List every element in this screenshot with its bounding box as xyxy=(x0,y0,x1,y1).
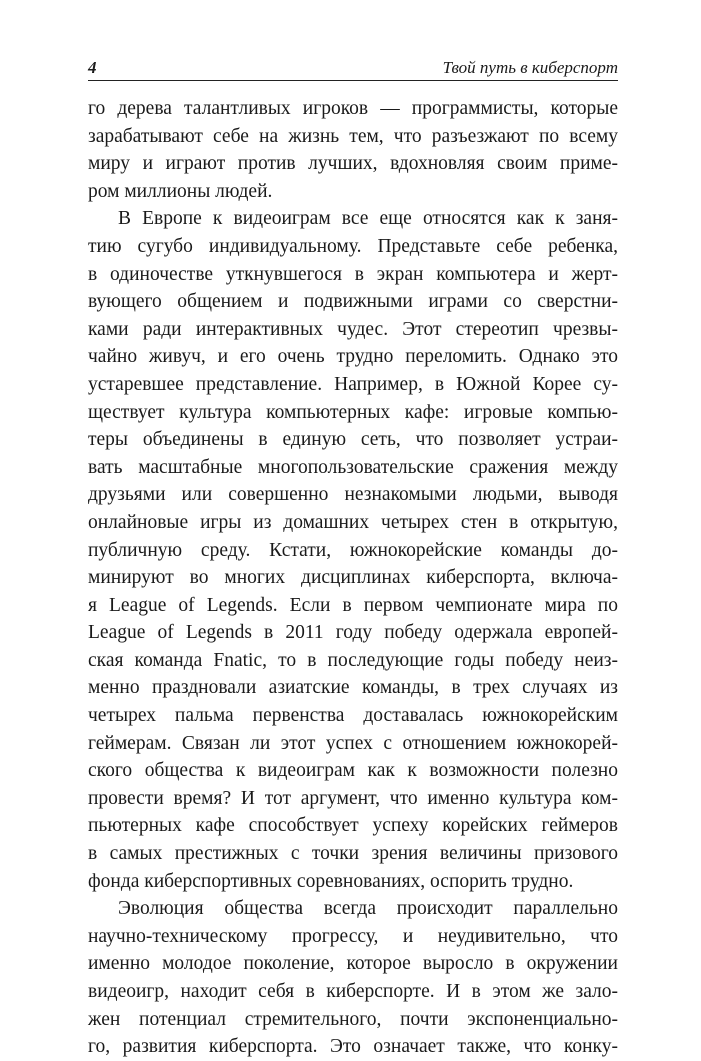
text-line: чайно живуч, и его очень трудно переломить. Однако это xyxy=(88,346,618,368)
text-line: миру и играют против лучших, вдохновляя своим приме- xyxy=(88,153,618,175)
text-line: провести время? И тот аргумент, что именно культура ком- xyxy=(88,787,618,809)
page-number: 4 xyxy=(88,58,97,77)
text-line: устаревшее представление. Например, в Южной Корее су- xyxy=(88,373,618,395)
text-line: ществует культура компьютерных кафе: игровые компью- xyxy=(88,401,618,423)
text-line: го, развития киберспорта. Это означает также, что конку- xyxy=(88,1036,618,1058)
text-line: В Европе к видеоиграм все еще относятся как к заня- xyxy=(118,208,618,230)
paragraph xyxy=(88,95,618,205)
text-line: я League of Legends. Если в первом чемпионате мира по xyxy=(88,594,618,616)
text-line: научно-техническому прогрессу, и неудивительно, что xyxy=(88,925,618,947)
running-title: Твой путь в киберспорт xyxy=(442,58,618,77)
text-line: ская команда Fnatic, то в последующие годы победу неиз- xyxy=(88,649,618,671)
text-line: League of Legends в 2011 году победу одержала европей- xyxy=(88,622,618,644)
text-line: Эволюция общества всегда происходит параллельно xyxy=(118,898,618,920)
text-line: менно праздновали азиатские команды, в трех случаях из xyxy=(88,677,618,699)
book-page xyxy=(88,56,618,1061)
text-line: жен потенциал стремительного, почти экспоненциально- xyxy=(88,1008,618,1030)
text-line: вующего общением и подвижными играми со сверстни- xyxy=(88,291,618,313)
text-line: в самых престижных с точки зрения величины призового xyxy=(88,843,618,865)
text-line: теры объединены в единую сеть, что позволяет устраи- xyxy=(88,429,618,451)
text-line: четырех пальма первенства доставалась южнокорейским xyxy=(88,705,618,727)
text-line: ками ради интерактивных чудес. Этот стереотип чрезвы- xyxy=(88,318,618,340)
text-line: друзьями или совершенно незнакомыми людьми, выводя xyxy=(88,484,618,506)
text-line: минируют во многих дисциплинах киберспорта, включа- xyxy=(88,567,618,589)
text-line: ром миллионы людей. xyxy=(88,180,273,202)
text-line: именно молодое поколение, которое выросло в окружении xyxy=(88,953,618,975)
paragraph xyxy=(88,895,618,1061)
text-line: пьютерных кафе способствует успеху корейских геймеров xyxy=(88,815,618,837)
text-line: ского общества к видеоиграм как к возможности полезно xyxy=(88,760,618,782)
text-line: фонда киберспортивных соревнованиях, оспорить трудно. xyxy=(88,870,574,892)
text-line: онлайновые игры из домашних четырех стен в открытую, xyxy=(88,511,618,533)
text-line: зарабатывают себе на жизнь тем, что разъезжают по всему xyxy=(88,125,618,147)
paragraph xyxy=(88,205,618,895)
running-head xyxy=(88,56,618,81)
text-line: геймерам. Связан ли этот успех с отношением южнокорей- xyxy=(88,732,618,754)
text-line: вать масштабные многопользовательские сражения между xyxy=(88,456,618,478)
text-line: видеоигр, находит себя в киберспорте. И в этом же зало- xyxy=(88,981,618,1002)
text-line: го дерева талантливых игроков — программисты, которые xyxy=(88,98,618,119)
text-line: публичную среду. Кстати, южнокорейские команды до- xyxy=(88,539,618,561)
text-line: тию сугубо индивидуальному. Представьте себе ребенка, xyxy=(88,235,618,257)
body-text xyxy=(88,95,618,1061)
text-line: в одиночестве уткнувшегося в экран компьютера и жерт- xyxy=(88,263,618,285)
